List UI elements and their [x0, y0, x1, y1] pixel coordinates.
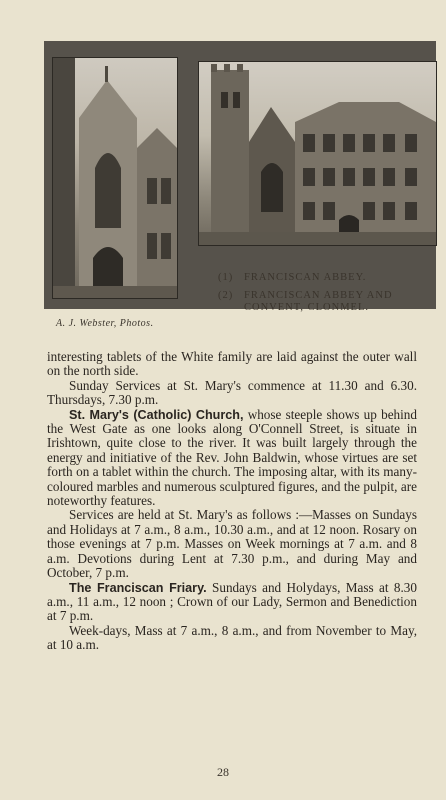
paragraph-text: whose steeple shows up behind the West Gate as one looks along O'Connell Street, is situate in Irishtown, quite close to the river. It was built largely through the energy and initiative of the Rev. John Baldwin, whose virtues are set forth on a tablet within the church. The imposing altar, with its many-coloured marbles and numerous sculptured figures, and the pulpit, are noteworthy features. [47, 406, 417, 509]
page-number: 28 [217, 765, 229, 779]
caption-2-continued: CONVENT, CLONMEL. [244, 302, 370, 313]
photo-captions [218, 272, 440, 314]
caption-number: (2) [218, 290, 234, 301]
franciscan-abbey-convent-photo [198, 61, 437, 246]
paragraph [47, 408, 417, 509]
caption-2 [218, 290, 440, 302]
paragraph: interesting tablets of the White family are laid against the outer wall on the north side. [47, 349, 417, 379]
section-heading: St. Mary's (Catholic) Church, [69, 407, 244, 422]
paragraph: Week-days, Mass at 7 a.m., 8 a.m., and from November to May, at 10 a.m. [47, 622, 417, 653]
caption-text: FRANCISCAN ABBEY AND [244, 290, 393, 301]
paragraph [47, 581, 417, 624]
franciscan-abbey-photo [52, 57, 178, 299]
caption-1 [218, 272, 440, 284]
paragraph: Services are held at St. Mary's as follows :—Masses on Sundays and Holidays at 7 a.m., 8 a.m., 10.30 a.m., and at 12 noon. Rosary on those evenings at 7 p.m. Masses on Week mornings at 7 a.m. and 8 a.m. Devotions during Lent at 7.30 p.m., and during May and October, 7 p.m. [47, 507, 417, 581]
body-text [47, 350, 417, 653]
section-heading: The Franciscan Friary. [69, 580, 207, 595]
caption-text: FRANCISCAN ABBEY. [244, 272, 367, 283]
paragraph-text: Sundays and Holydays, Mass at 8.30 a.m., 11 a.m., 12 noon ; Crown of our Lady, Sermon and Benediction at 7 p.m. [47, 579, 417, 624]
photo-credit: A. J. Webster, Photos. [56, 318, 154, 329]
caption-number: (1) [218, 272, 234, 283]
paragraph: Sunday Services at St. Mary's commence at 11.30 and 6.30. Thursdays, 7.30 p.m. [47, 377, 417, 408]
